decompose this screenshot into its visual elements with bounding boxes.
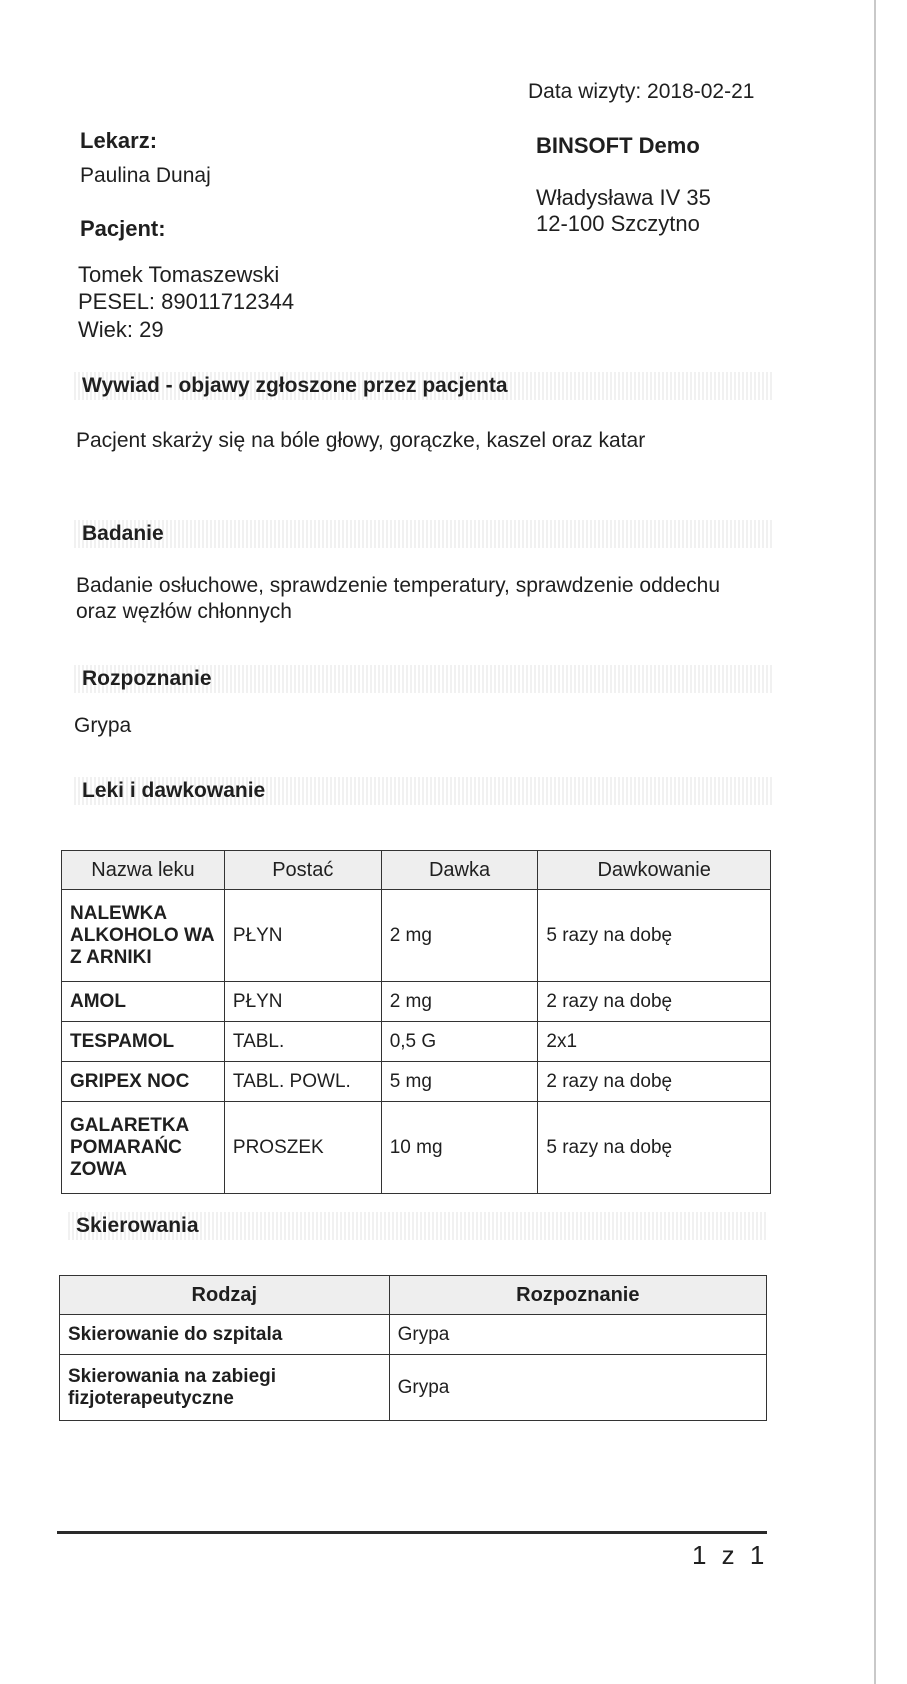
section-referrals-title: Skierowania	[68, 1212, 768, 1240]
med-dosing: 2 razy na dobę	[538, 1062, 771, 1102]
med-form: TABL. POWL.	[224, 1062, 381, 1102]
col-header-diagnosis: Rozpoznanie	[389, 1276, 766, 1315]
med-dose: 0,5 G	[381, 1022, 538, 1062]
visit-date-label: Data wizyty:	[528, 80, 642, 103]
table-header-row	[62, 851, 771, 890]
med-name: TESPAMOL	[62, 1022, 225, 1062]
table-row	[62, 1102, 771, 1194]
patient-label: Pacjent:	[80, 216, 166, 241]
med-dose: 2 mg	[381, 890, 538, 982]
col-header-dosing: Dawkowanie	[538, 851, 771, 890]
med-name: GALARETKA POMARAŃC ZOWA	[62, 1102, 225, 1194]
clinic-name: BINSOFT Demo	[536, 133, 700, 158]
med-form: PŁYN	[224, 982, 381, 1022]
referral-kind: Skierowania na zabiegi fizjoterapeutyczne	[60, 1355, 390, 1421]
med-dosing: 5 razy na dobę	[538, 890, 771, 982]
col-header-name: Nazwa leku	[62, 851, 225, 890]
section-interview-title: Wywiad - objawy zgłoszone przez pacjenta	[74, 372, 774, 400]
med-form: PROSZEK	[224, 1102, 381, 1194]
referral-kind: Skierowanie do szpitala	[60, 1315, 390, 1355]
table-row	[60, 1315, 767, 1355]
med-dosing: 5 razy na dobę	[538, 1102, 771, 1194]
doctor-name: Paulina Dunaj	[80, 164, 211, 187]
clinic-street: Władysława IV 35	[536, 185, 711, 210]
section-examination-title: Badanie	[74, 520, 774, 548]
med-dosing: 2 razy na dobę	[538, 982, 771, 1022]
medications-table	[61, 850, 771, 1194]
clinic-city: 12-100 Szczytno	[536, 211, 700, 236]
col-header-dose: Dawka	[381, 851, 538, 890]
med-name: AMOL	[62, 982, 225, 1022]
table-row	[62, 890, 771, 982]
doctor-label: Lekarz:	[80, 128, 158, 153]
diagnosis-text: Grypa	[74, 714, 132, 737]
med-dosing: 2x1	[538, 1022, 771, 1062]
visit-date-value: 2018-02-21	[647, 80, 755, 103]
med-form: TABL.	[224, 1022, 381, 1062]
table-row	[60, 1355, 767, 1421]
section-medications-title: Leki i dawkowanie	[74, 777, 774, 805]
referrals-table	[59, 1275, 767, 1421]
patient-pesel: PESEL: 89011712344	[78, 289, 295, 314]
med-dose: 2 mg	[381, 982, 538, 1022]
med-dose: 5 mg	[381, 1062, 538, 1102]
table-row	[62, 982, 771, 1022]
table-header-row	[60, 1276, 767, 1315]
examination-text: Badanie osłuchowe, sprawdzenie temperatury, sprawdzenie oddechu oraz węzłów chłonnych	[76, 574, 720, 623]
patient-name: Tomek Tomaszewski	[78, 262, 280, 287]
visit-date	[528, 80, 754, 104]
med-name: GRIPEX NOC	[62, 1062, 225, 1102]
table-row	[62, 1022, 771, 1062]
med-name: NALEWKA ALKOHOLO WA Z ARNIKI	[62, 890, 225, 982]
col-header-form: Postać	[224, 851, 381, 890]
referral-diagnosis: Grypa	[389, 1315, 766, 1355]
referral-diagnosis: Grypa	[389, 1355, 766, 1421]
page-number: 1 z 1	[692, 1540, 769, 1570]
footer-divider	[57, 1531, 767, 1534]
interview-text: Pacjent skarży się na bóle głowy, gorączke, kaszel oraz katar	[76, 429, 646, 452]
patient-age: Wiek: 29	[78, 317, 164, 342]
section-diagnosis-title: Rozpoznanie	[74, 665, 774, 693]
col-header-kind: Rodzaj	[60, 1276, 390, 1315]
med-dose: 10 mg	[381, 1102, 538, 1194]
table-row	[62, 1062, 771, 1102]
med-form: PŁYN	[224, 890, 381, 982]
